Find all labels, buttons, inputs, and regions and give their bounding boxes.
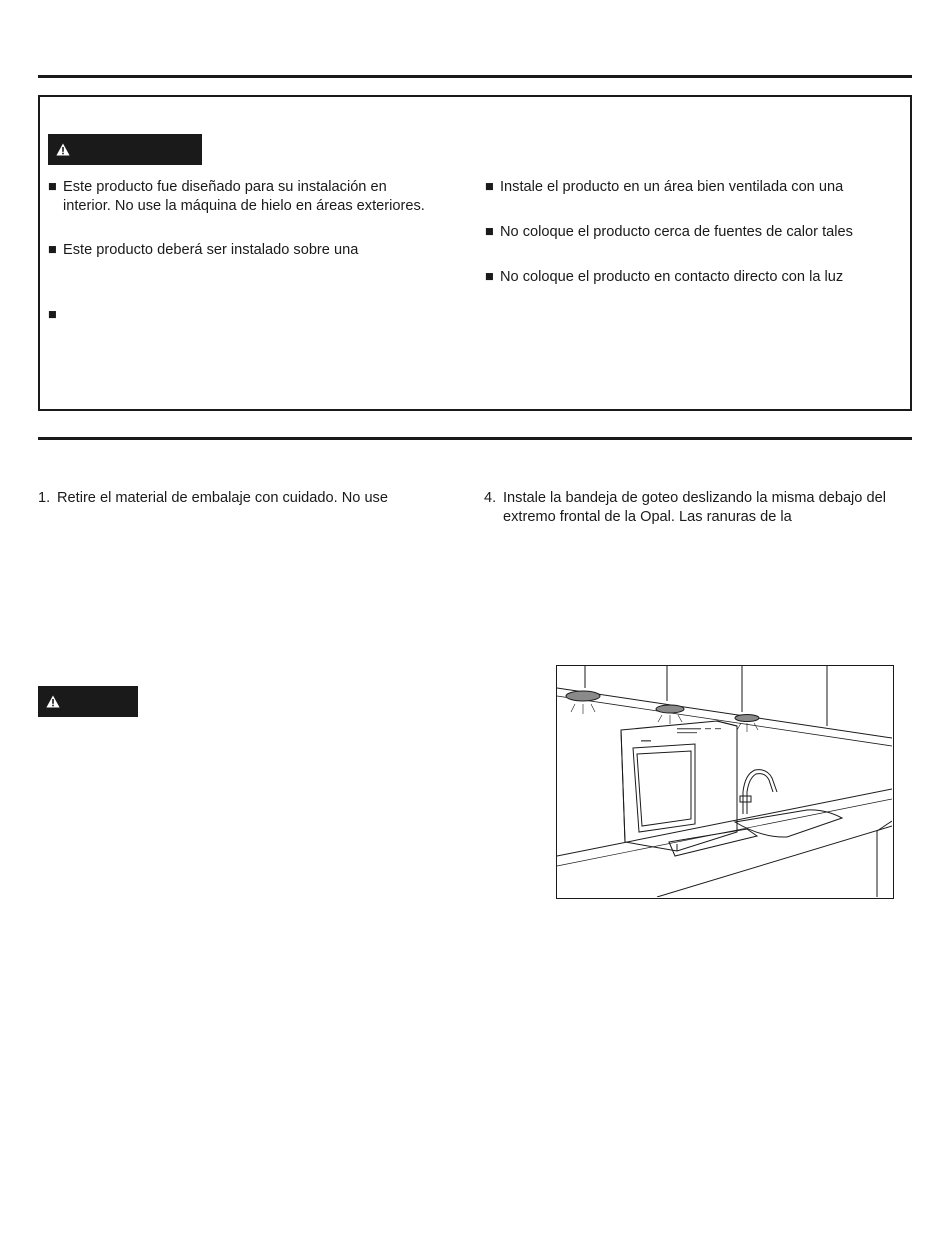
bullet-marker: ■ (48, 242, 57, 258)
bullet-text: No coloque el producto en contacto directo con la luz (500, 269, 844, 285)
bullet-marker: ■ (485, 269, 494, 285)
step-1 (38, 489, 467, 508)
step-text: Instale la bandeja de goteo deslizando la misma debajo del extremo frontal de la Opal. Las ranuras de la (503, 490, 886, 525)
bullet-marker: ■ (48, 307, 57, 323)
kitchen-illustration (556, 665, 894, 899)
bullet-marker: ■ (485, 224, 494, 240)
warning-triangle-icon (46, 695, 60, 708)
warning-bullet-heat (485, 223, 920, 242)
top-rule (38, 75, 912, 78)
bullet-text: No coloque el producto cerca de fuentes de calor tales (500, 224, 853, 240)
warning-badge (48, 134, 202, 165)
warning-bullet-indoor (48, 178, 433, 216)
kitchen-countertop-ice-maker-illustration (557, 666, 892, 897)
warning-badge-2 (38, 686, 138, 717)
step-number: 4. (484, 490, 497, 506)
step-4 (484, 489, 929, 527)
warning-bullet-ventilation (485, 178, 920, 197)
step-text: Retire el material de embalaje con cuidado. No use (57, 490, 388, 506)
bullet-text: Este producto deberá ser instalado sobre una (63, 242, 359, 258)
section-rule (38, 437, 912, 440)
step-number: 1. (38, 490, 51, 506)
bullet-marker: ■ (485, 179, 494, 195)
bullet-text: Instale el producto en un área bien ventilada con una (500, 179, 844, 195)
warning-triangle-icon (56, 143, 70, 156)
bullet-text: Este producto fue diseñado para su instalación en interior. No use la máquina de hielo en áreas exteriores. (63, 179, 425, 214)
bullet-marker: ■ (48, 179, 57, 195)
warning-bullet-surface (48, 241, 433, 260)
warning-bullet-sunlight (485, 268, 920, 287)
